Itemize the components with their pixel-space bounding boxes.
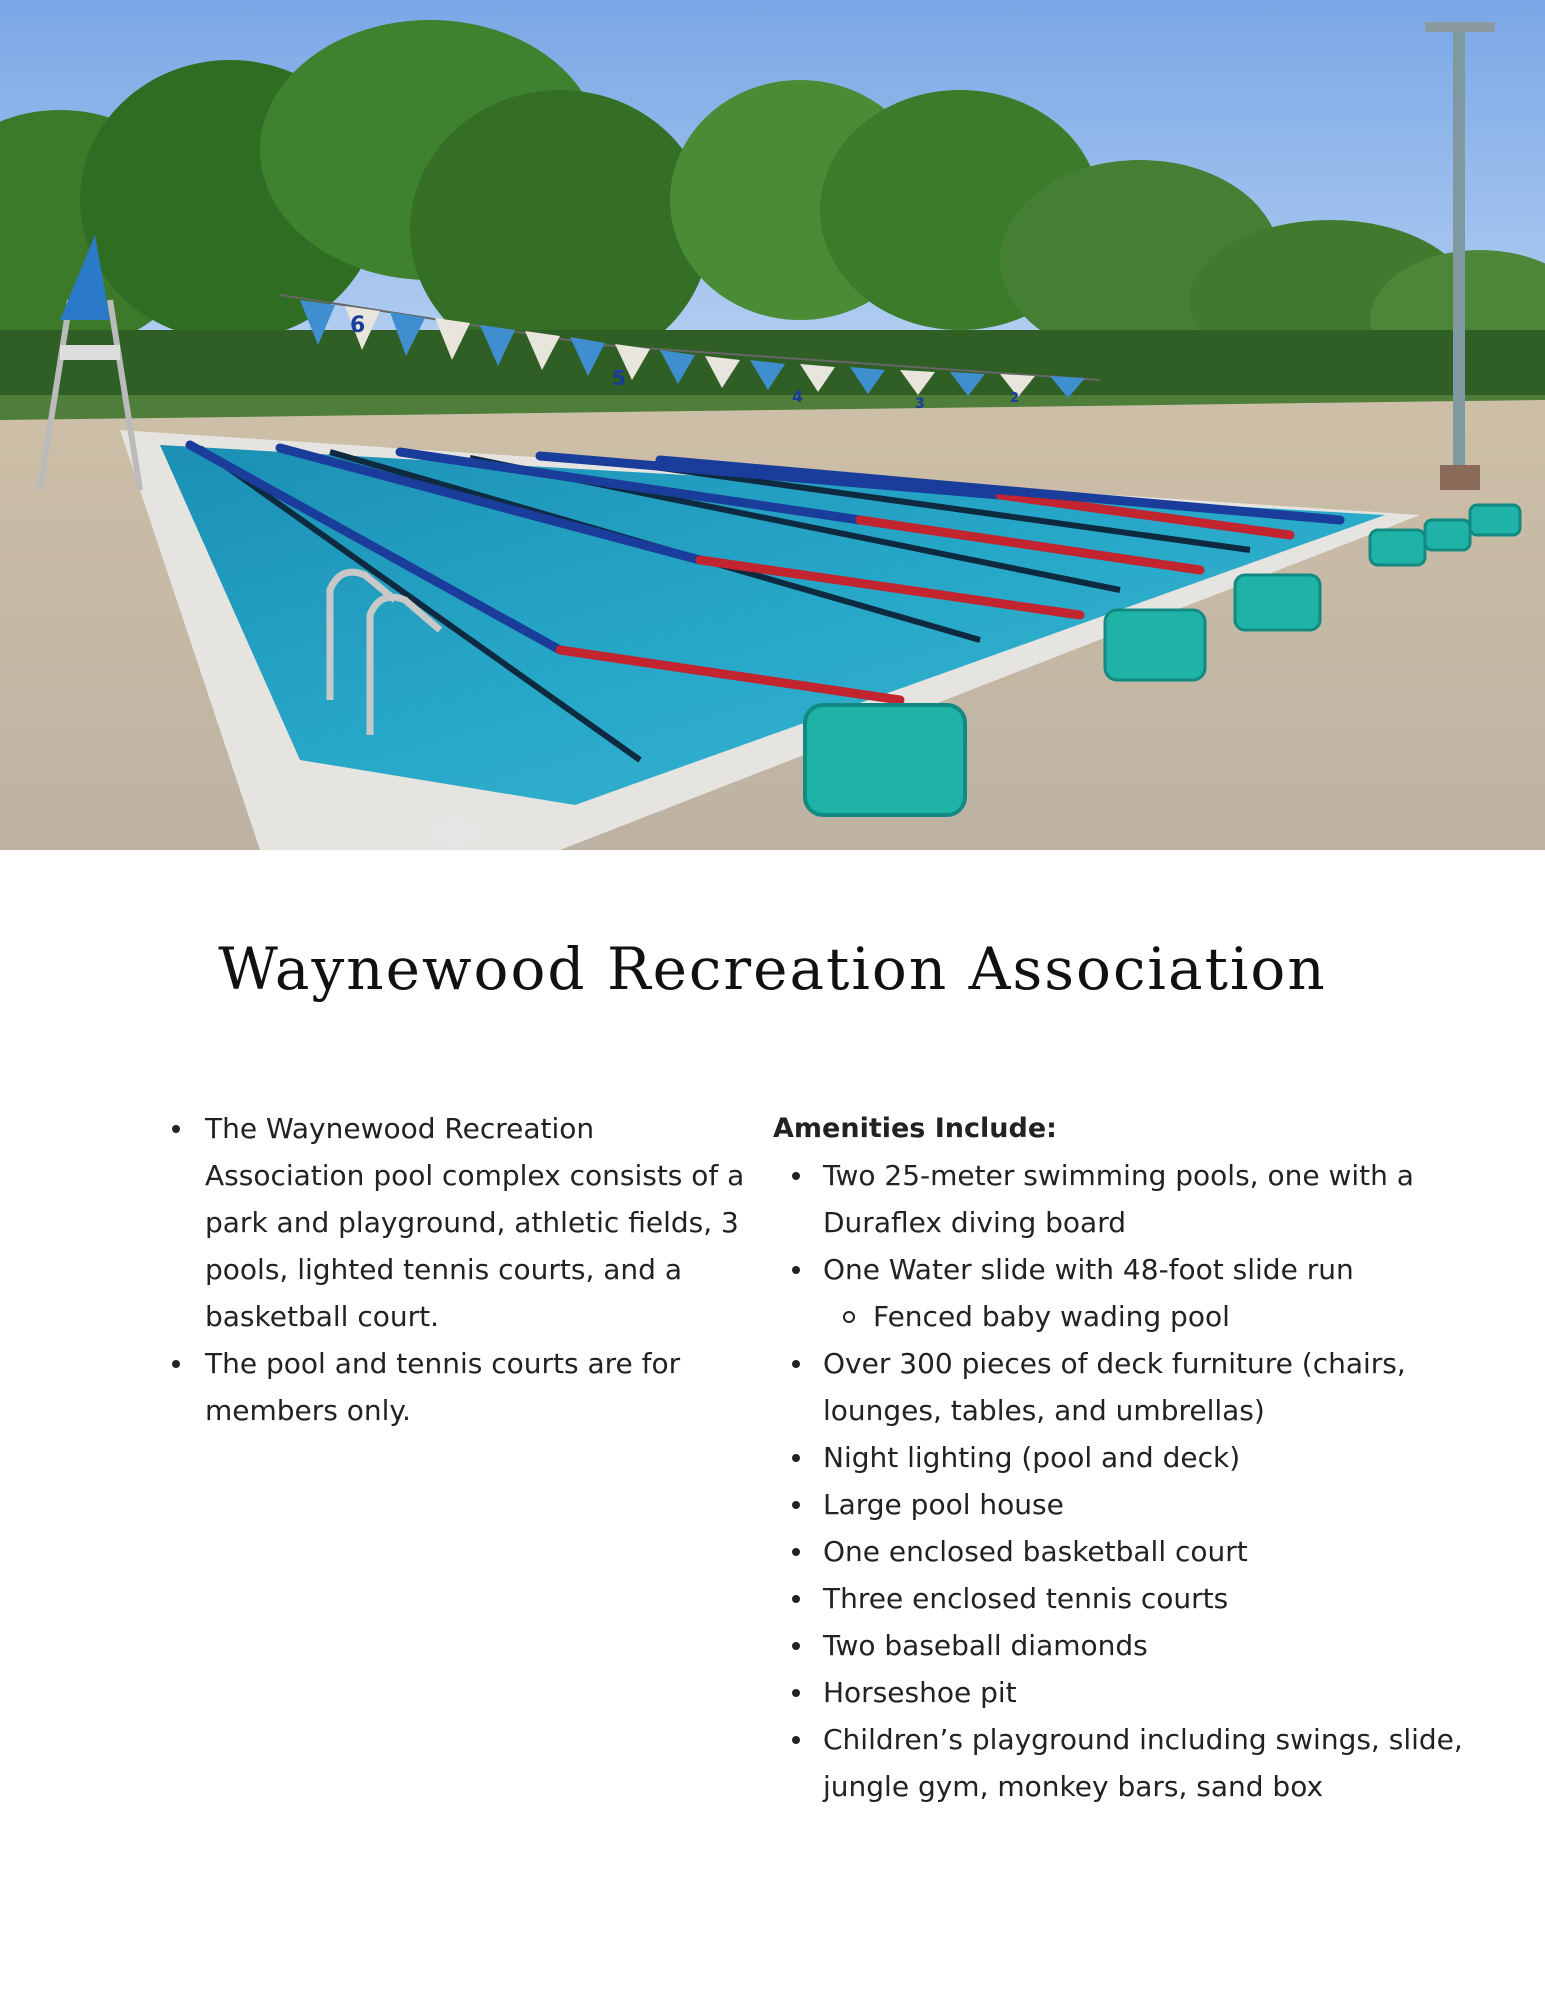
amenities-column bbox=[773, 1105, 1493, 1810]
amenities-heading: Amenities Include: bbox=[773, 1113, 1057, 1144]
overview-item: The Waynewood Recreation Association pool complex consists of a park and playground, athletic fields, 3 pools, lighted tennis courts, and a basketball court. bbox=[160, 1105, 750, 1340]
pool-photo bbox=[0, 0, 1545, 850]
lane-number-5: 5 bbox=[612, 366, 626, 390]
amenity-item: One Water slide with 48-foot slide run bbox=[773, 1246, 1493, 1293]
lane-number-6: 6 bbox=[350, 313, 366, 338]
amenity-item: Children’s playground including swings, slide, jungle gym, monkey bars, sand box bbox=[773, 1716, 1493, 1810]
amenity-item: Over 300 pieces of deck furniture (chairs, lounges, tables, and umbrellas) bbox=[773, 1340, 1493, 1434]
amenity-item: Horseshoe pit bbox=[773, 1669, 1493, 1716]
drain-cap bbox=[425, 817, 485, 847]
lane-number-4: 4 bbox=[792, 387, 804, 406]
pool-illustration bbox=[0, 0, 1545, 850]
overview-column bbox=[160, 1105, 750, 1434]
lane-number-3: 3 bbox=[915, 396, 925, 412]
amenity-item: Large pool house bbox=[773, 1481, 1493, 1528]
amenity-item: Three enclosed tennis courts bbox=[773, 1575, 1493, 1622]
overview-item: The pool and tennis courts are for members only. bbox=[160, 1340, 750, 1434]
lane-number-2: 2 bbox=[1010, 391, 1020, 406]
amenity-item: One enclosed basketball court bbox=[773, 1528, 1493, 1575]
page-title: Waynewood Recreation Association bbox=[218, 935, 1327, 1003]
amenity-item: Two 25-meter swimming pools, one with a Duraflex diving board bbox=[773, 1152, 1493, 1246]
amenities-list bbox=[773, 1152, 1493, 1810]
overview-list bbox=[160, 1105, 750, 1434]
amenity-subitem: Fenced baby wading pool bbox=[773, 1293, 1493, 1340]
amenity-item: Night lighting (pool and deck) bbox=[773, 1434, 1493, 1481]
amenity-item: Two baseball diamonds bbox=[773, 1622, 1493, 1669]
